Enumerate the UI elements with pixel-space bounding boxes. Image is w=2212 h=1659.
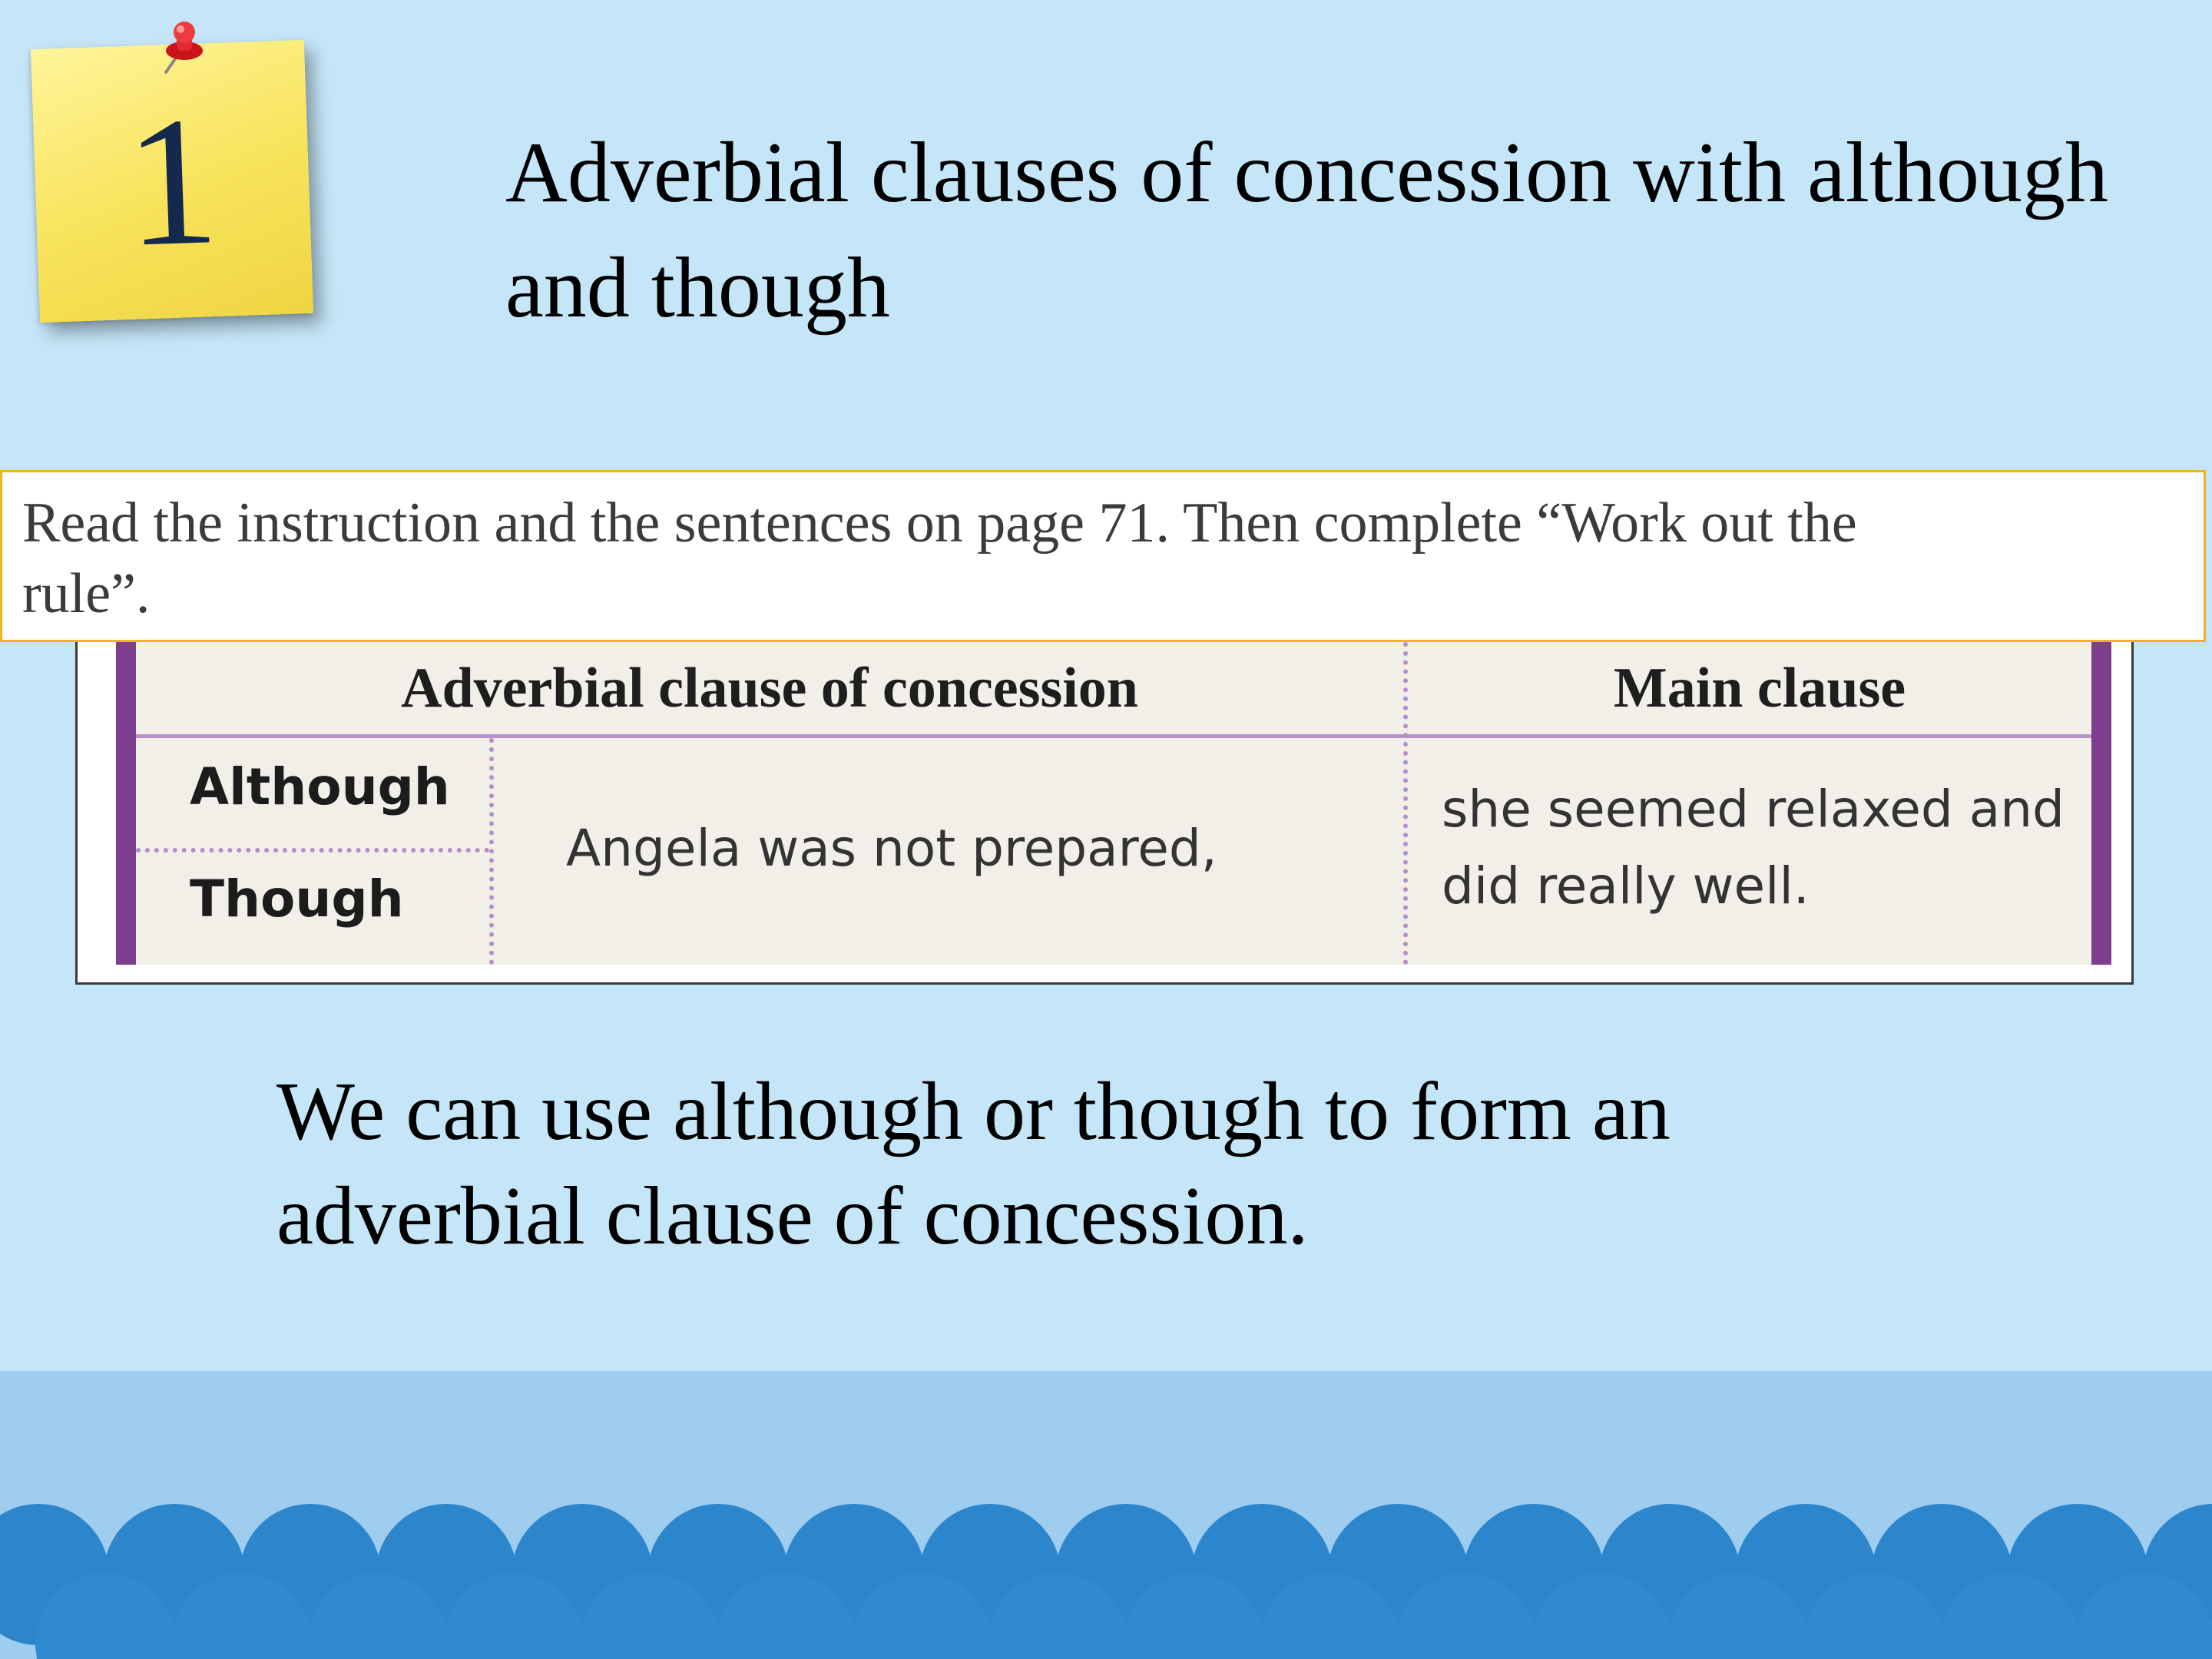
statement-line-2: adverbial clause of concession. <box>276 1171 1309 1262</box>
page-title <box>505 115 2157 346</box>
header-main-clause: Main clause <box>1613 657 1906 720</box>
main-clause-line-2: did really well. <box>1442 856 1810 916</box>
title-line-1: Adverbial clauses of concession with although <box>505 125 2109 220</box>
conjunction-although: Although <box>190 757 450 816</box>
conjunction-though: Though <box>190 869 404 929</box>
instruction-box <box>0 470 2206 642</box>
concession-clause: Angela was not prepared, <box>566 819 1217 878</box>
column-divider <box>1403 642 1408 965</box>
rule-statement <box>276 1060 2043 1269</box>
main-clause-line-1: she seemed relaxed and <box>1442 780 2065 839</box>
title-line-2: and though <box>505 240 890 336</box>
sticky-note <box>31 40 313 323</box>
grammar-table <box>116 642 2111 965</box>
instruction-line-1: Read the instruction and the sentences on page 71. Then complete “Work out the <box>22 492 1857 555</box>
statement-line-1: We can use although or though to form an <box>276 1066 1671 1157</box>
conjunction-row-divider <box>136 848 489 853</box>
main-clause-text <box>1442 771 2102 925</box>
pushpin-icon <box>154 22 215 75</box>
instruction-line-2: rule”. <box>22 562 151 625</box>
header-adverbial-clause: Adverbial clause of concession <box>401 657 1138 720</box>
header-divider <box>136 734 2091 738</box>
wave-decoration <box>0 1490 2212 1659</box>
grammar-table-card <box>75 642 2134 985</box>
note-number: 1 <box>122 77 222 286</box>
conjunction-divider <box>489 738 494 965</box>
